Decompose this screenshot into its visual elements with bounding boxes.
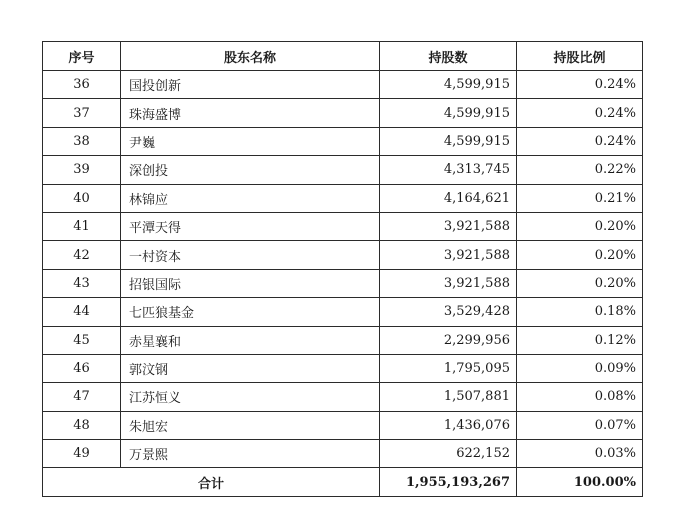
header-shareholder-name: 股东名称 <box>121 42 380 71</box>
serial-number-cell: 46 <box>43 354 121 382</box>
shareholding-ratio-cell: 0.07% <box>517 411 643 439</box>
shares-held-cell: 1,507,881 <box>380 383 517 411</box>
shares-held-cell: 4,164,621 <box>380 184 517 212</box>
shareholding-ratio-cell: 0.20% <box>517 269 643 297</box>
total-row <box>43 468 643 497</box>
total-shares: 1,955,193,267 <box>380 468 517 497</box>
table-row <box>43 127 643 155</box>
shareholding-ratio-cell: 0.24% <box>517 71 643 99</box>
total-pct: 100.00% <box>517 468 643 497</box>
table-row <box>43 156 643 184</box>
shareholder-name-cell: 江苏恒义 <box>121 383 380 411</box>
shareholding-ratio-cell: 0.21% <box>517 184 643 212</box>
shares-held-cell: 2,299,956 <box>380 326 517 354</box>
shareholder-name-cell: 一村资本 <box>121 241 380 269</box>
shareholder-table-page <box>42 41 642 497</box>
shares-held-cell: 4,313,745 <box>380 156 517 184</box>
shareholder-name-cell: 赤星襄和 <box>121 326 380 354</box>
table-footer <box>43 468 643 497</box>
serial-number-cell: 39 <box>43 156 121 184</box>
shares-held-cell: 3,921,588 <box>380 212 517 240</box>
shares-held-cell: 622,152 <box>380 440 517 468</box>
shareholding-ratio-cell: 0.12% <box>517 326 643 354</box>
table-row <box>43 99 643 127</box>
shares-held-cell: 1,795,095 <box>380 354 517 382</box>
shareholding-ratio-cell: 0.20% <box>517 241 643 269</box>
shareholding-ratio-cell: 0.22% <box>517 156 643 184</box>
table-row <box>43 184 643 212</box>
table-row <box>43 383 643 411</box>
serial-number-cell: 41 <box>43 212 121 240</box>
shareholder-name-cell: 林锦应 <box>121 184 380 212</box>
shareholder-name-cell: 国投创新 <box>121 71 380 99</box>
table-row <box>43 411 643 439</box>
shares-held-cell: 3,921,588 <box>380 241 517 269</box>
header-serial-number: 序号 <box>43 42 121 71</box>
shares-held-cell: 1,436,076 <box>380 411 517 439</box>
shareholder-table <box>42 41 643 497</box>
shareholder-name-cell: 珠海盛博 <box>121 99 380 127</box>
total-label: 合计 <box>43 468 380 497</box>
serial-number-cell: 42 <box>43 241 121 269</box>
shareholder-name-cell: 尹巍 <box>121 127 380 155</box>
serial-number-cell: 40 <box>43 184 121 212</box>
shareholding-ratio-cell: 0.24% <box>517 99 643 127</box>
serial-number-cell: 38 <box>43 127 121 155</box>
shares-held-cell: 4,599,915 <box>380 71 517 99</box>
shares-held-cell: 4,599,915 <box>380 127 517 155</box>
shareholding-ratio-cell: 0.08% <box>517 383 643 411</box>
header-shares-held: 持股数 <box>380 42 517 71</box>
table-row <box>43 298 643 326</box>
shares-held-cell: 4,599,915 <box>380 99 517 127</box>
table-row <box>43 354 643 382</box>
shareholding-ratio-cell: 0.03% <box>517 440 643 468</box>
shareholding-ratio-cell: 0.09% <box>517 354 643 382</box>
serial-number-cell: 48 <box>43 411 121 439</box>
shareholding-ratio-cell: 0.24% <box>517 127 643 155</box>
serial-number-cell: 37 <box>43 99 121 127</box>
table-header <box>43 42 643 71</box>
serial-number-cell: 45 <box>43 326 121 354</box>
shareholder-name-cell: 万景熙 <box>121 440 380 468</box>
shareholding-ratio-cell: 0.18% <box>517 298 643 326</box>
shares-held-cell: 3,529,428 <box>380 298 517 326</box>
header-shareholding-ratio: 持股比例 <box>517 42 643 71</box>
header-row <box>43 42 643 71</box>
shareholder-name-cell: 七匹狼基金 <box>121 298 380 326</box>
shares-held-cell: 3,921,588 <box>380 269 517 297</box>
shareholding-ratio-cell: 0.20% <box>517 212 643 240</box>
serial-number-cell: 47 <box>43 383 121 411</box>
table-body <box>43 71 643 468</box>
shareholder-name-cell: 朱旭宏 <box>121 411 380 439</box>
serial-number-cell: 36 <box>43 71 121 99</box>
serial-number-cell: 44 <box>43 298 121 326</box>
table-row <box>43 71 643 99</box>
table-row <box>43 326 643 354</box>
table-row <box>43 269 643 297</box>
shareholder-name-cell: 平潭天得 <box>121 212 380 240</box>
table-row <box>43 241 643 269</box>
shareholder-name-cell: 深创投 <box>121 156 380 184</box>
table-row <box>43 212 643 240</box>
shareholder-name-cell: 招银国际 <box>121 269 380 297</box>
serial-number-cell: 43 <box>43 269 121 297</box>
table-row <box>43 440 643 468</box>
serial-number-cell: 49 <box>43 440 121 468</box>
shareholder-name-cell: 郭汶钢 <box>121 354 380 382</box>
